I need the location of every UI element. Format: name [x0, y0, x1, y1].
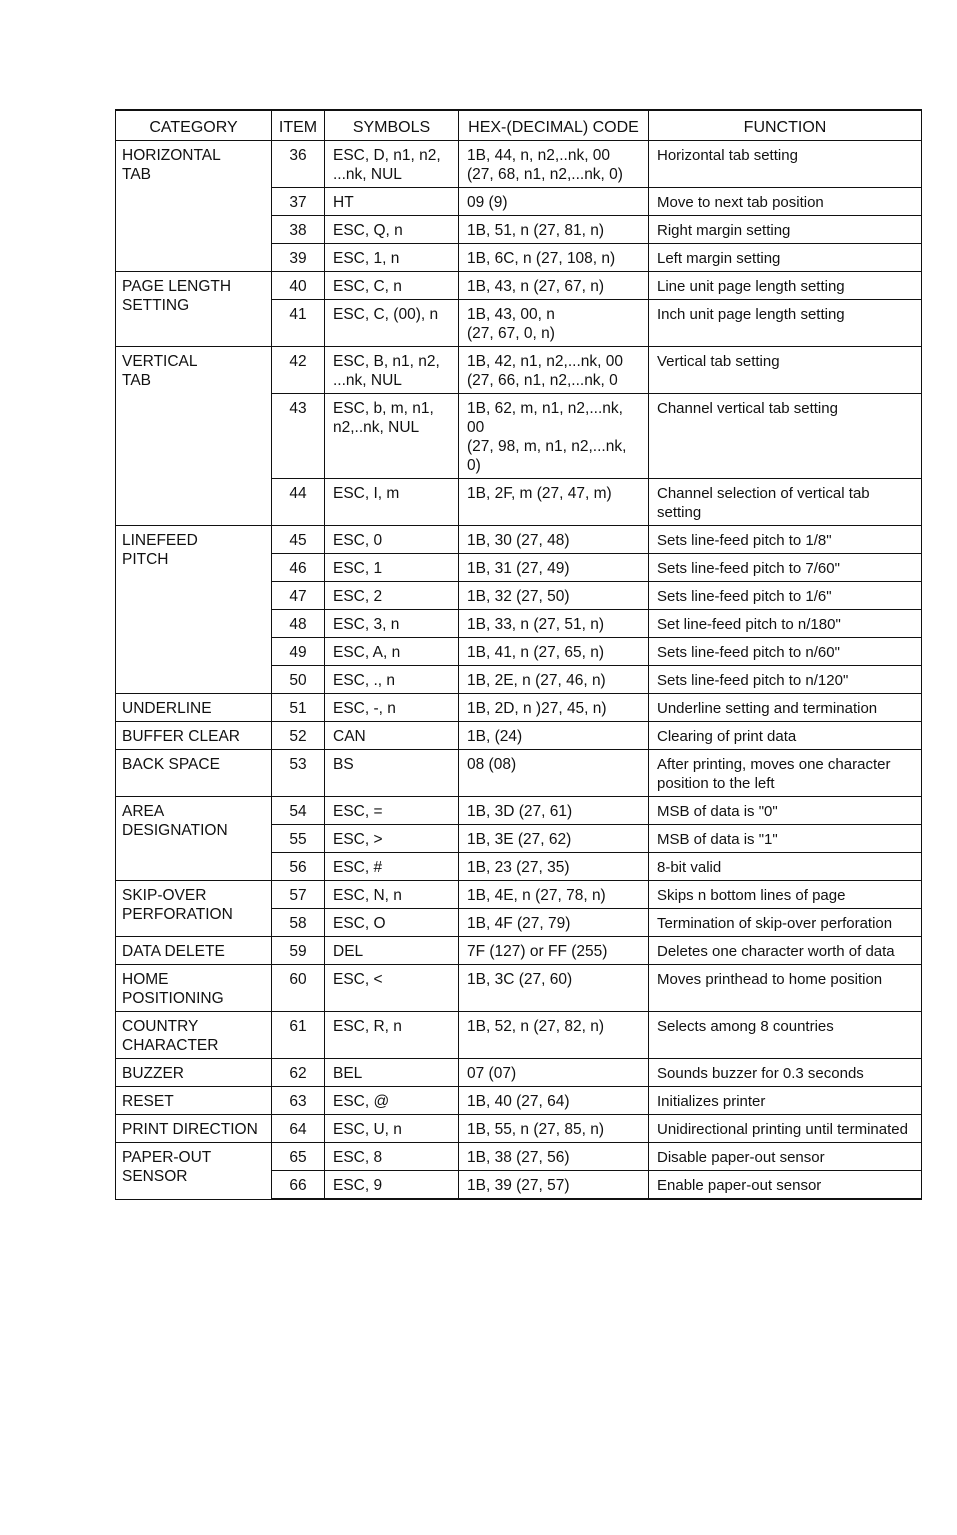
- item-number: 46: [272, 554, 325, 582]
- hex-code-cell: [459, 909, 649, 937]
- hex-code-cell: [459, 216, 649, 244]
- category-label: DESIGNATION: [122, 822, 228, 839]
- category-cell: [116, 694, 272, 722]
- table-row: [116, 1087, 922, 1115]
- function-cell: [649, 881, 922, 909]
- header-category: CATEGORY: [116, 110, 272, 141]
- symbols-cell: [325, 694, 459, 722]
- function-line: Clearing of print data: [657, 728, 797, 745]
- symbols-cell: [325, 1143, 459, 1171]
- hex-code-cell: [459, 1059, 649, 1087]
- symbols-cell: [325, 272, 459, 300]
- function-cell: [649, 909, 922, 937]
- item-number: 56: [272, 853, 325, 881]
- table-row: [116, 694, 922, 722]
- category-label: LINEFEED: [122, 532, 198, 549]
- category-label: COUNTRY: [122, 1018, 199, 1035]
- hex-code-cell: [459, 666, 649, 694]
- category-label: AREA: [122, 803, 165, 820]
- hex-code-line: 1B, 3C (27, 60): [467, 971, 573, 988]
- symbols-cell: [325, 610, 459, 638]
- function-line: Skips n bottom lines of page: [657, 887, 846, 904]
- item-number: 59: [272, 937, 325, 965]
- item-number: 42: [272, 347, 325, 394]
- function-cell: [649, 965, 922, 1012]
- item-number: 44: [272, 479, 325, 526]
- category-label: CHARACTER: [122, 1037, 219, 1054]
- hex-code-line: (27, 67, 0, n): [467, 325, 555, 342]
- function-cell: [649, 937, 922, 965]
- category-label: VERTICAL: [122, 353, 198, 370]
- hex-code-line: 1B, 30 (27, 48): [467, 532, 570, 549]
- symbols-cell: [325, 582, 459, 610]
- hex-code-cell: [459, 554, 649, 582]
- function-line: position to the left: [657, 775, 775, 792]
- function-line: Unidirectional printing until terminated: [657, 1121, 908, 1138]
- function-line: Sets line-feed pitch to 7/60": [657, 560, 840, 577]
- category-label: BUFFER CLEAR: [122, 728, 240, 745]
- hex-code-line: 1B, 40 (27, 64): [467, 1093, 570, 1110]
- function-cell: [649, 554, 922, 582]
- symbols-line: ...nk, NUL: [333, 166, 402, 183]
- item-number: 62: [272, 1059, 325, 1087]
- table-row: [116, 1115, 922, 1143]
- symbols-cell: [325, 937, 459, 965]
- hex-code-line: 1B, 6C, n (27, 108, n): [467, 250, 616, 267]
- header-item: ITEM: [272, 110, 325, 141]
- function-cell: [649, 825, 922, 853]
- category-label: SKIP-OVER: [122, 887, 207, 904]
- symbols-cell: [325, 188, 459, 216]
- item-number: 39: [272, 244, 325, 272]
- item-number: 48: [272, 610, 325, 638]
- function-cell: [649, 694, 922, 722]
- symbols-line: ESC, A, n: [333, 644, 401, 661]
- hex-code-line: 1B, 32 (27, 50): [467, 588, 570, 605]
- table-body: [116, 141, 922, 1200]
- hex-code-line: 1B, 43, 00, n: [467, 306, 555, 323]
- hex-code-cell: [459, 1087, 649, 1115]
- category-label: PITCH: [122, 551, 169, 568]
- table-row: [116, 1143, 922, 1171]
- hex-code-line: (27, 98, m, n1, n2,...nk, 0): [467, 438, 627, 474]
- category-cell: [116, 965, 272, 1012]
- hex-code-cell: [459, 244, 649, 272]
- category-cell: [116, 722, 272, 750]
- symbols-line: ESC, O: [333, 915, 386, 932]
- symbols-line: ESC, 0: [333, 532, 383, 549]
- function-cell: [649, 582, 922, 610]
- item-number: 41: [272, 300, 325, 347]
- function-line: Move to next tab position: [657, 194, 824, 211]
- hex-code-line: 1B, 4E, n (27, 78, n): [467, 887, 606, 904]
- function-cell: [649, 1012, 922, 1059]
- function-cell: [649, 244, 922, 272]
- hex-code-line: 08 (08): [467, 756, 517, 773]
- function-cell: [649, 1087, 922, 1115]
- function-cell: [649, 479, 922, 526]
- hex-code-line: 1B, 3E (27, 62): [467, 831, 572, 848]
- category-label: TAB: [122, 372, 151, 389]
- symbols-cell: [325, 666, 459, 694]
- symbols-line: BS: [333, 756, 354, 773]
- item-number: 50: [272, 666, 325, 694]
- item-number: 52: [272, 722, 325, 750]
- hex-code-cell: [459, 1115, 649, 1143]
- item-number: 57: [272, 881, 325, 909]
- hex-code-cell: [459, 582, 649, 610]
- function-line: Underline setting and termination: [657, 700, 878, 717]
- category-cell: [116, 1115, 272, 1143]
- table-row: [116, 797, 922, 825]
- header-hex-code: HEX-(DECIMAL) CODE: [459, 110, 649, 141]
- header-symbols: SYMBOLS: [325, 110, 459, 141]
- hex-code-line: 1B, 2E, n (27, 46, n): [467, 672, 606, 689]
- hex-code-line: 1B, 62, m, n1, n2,...nk, 00: [467, 400, 623, 436]
- hex-code-line: 1B, 52, n (27, 82, n): [467, 1018, 605, 1035]
- item-number: 37: [272, 188, 325, 216]
- symbols-line: ESC, 1, n: [333, 250, 400, 267]
- function-line: setting: [657, 504, 702, 521]
- symbols-line: ESC, @: [333, 1093, 390, 1110]
- symbols-cell: [325, 825, 459, 853]
- hex-code-line: 1B, 55, n (27, 85, n): [467, 1121, 605, 1138]
- category-cell: [116, 1087, 272, 1115]
- function-cell: [649, 141, 922, 188]
- hex-code-line: 1B, (24): [467, 728, 523, 745]
- category-label: BACK SPACE: [122, 756, 220, 773]
- category-cell: [116, 141, 272, 272]
- category-label: BUZZER: [122, 1065, 184, 1082]
- function-line: Moves printhead to home position: [657, 971, 883, 988]
- table-row: [116, 272, 922, 300]
- hex-code-line: 1B, 23 (27, 35): [467, 859, 570, 876]
- hex-code-line: 1B, 31 (27, 49): [467, 560, 570, 577]
- symbols-line: ESC, C, (00), n: [333, 306, 439, 323]
- symbols-line: ESC, #: [333, 859, 383, 876]
- symbols-line: ESC, U, n: [333, 1121, 402, 1138]
- hex-code-cell: [459, 1012, 649, 1059]
- symbols-line: ESC, B, n1, n2,: [333, 353, 440, 370]
- symbols-cell: [325, 347, 459, 394]
- category-label: SETTING: [122, 297, 190, 314]
- symbols-line: ESC, D, n1, n2,: [333, 147, 441, 164]
- symbols-line: DEL: [333, 943, 364, 960]
- function-line: Sets line-feed pitch to 1/8": [657, 532, 832, 549]
- hex-code-cell: [459, 881, 649, 909]
- function-line: Initializes printer: [657, 1093, 766, 1110]
- category-cell: [116, 937, 272, 965]
- category-cell: [116, 881, 272, 937]
- symbols-cell: [325, 638, 459, 666]
- symbols-cell: [325, 244, 459, 272]
- hex-code-line: 1B, 51, n (27, 81, n): [467, 222, 605, 239]
- hex-code-cell: [459, 694, 649, 722]
- hex-code-line: 1B, 39 (27, 57): [467, 1177, 570, 1194]
- symbols-line: ESC, Q, n: [333, 222, 403, 239]
- hex-code-cell: [459, 141, 649, 188]
- item-number: 49: [272, 638, 325, 666]
- category-label: HOME POSITIONING: [122, 971, 224, 1007]
- category-cell: [116, 1143, 272, 1200]
- item-number: 63: [272, 1087, 325, 1115]
- function-cell: [649, 1115, 922, 1143]
- function-line: Right margin setting: [657, 222, 791, 239]
- item-number: 45: [272, 526, 325, 554]
- item-number: 65: [272, 1143, 325, 1171]
- symbols-line: ESC, R, n: [333, 1018, 402, 1035]
- item-number: 61: [272, 1012, 325, 1059]
- hex-code-line: 09 (9): [467, 194, 508, 211]
- function-cell: [649, 722, 922, 750]
- function-cell: [649, 347, 922, 394]
- function-cell: [649, 750, 922, 797]
- category-cell: [116, 347, 272, 526]
- function-line: Sets line-feed pitch to n/60": [657, 644, 840, 661]
- control-code-table: [115, 109, 922, 1200]
- hex-code-line: (27, 68, n1, n2,...nk, 0): [467, 166, 623, 183]
- function-line: Sets line-feed pitch to 1/6": [657, 588, 832, 605]
- symbols-line: ESC, -, n: [333, 700, 396, 717]
- table-row: [116, 347, 922, 394]
- hex-code-line: 1B, 44, n, n2,..nk, 00: [467, 147, 611, 164]
- symbols-line: HT: [333, 194, 354, 211]
- category-label: DATA DELETE: [122, 943, 225, 960]
- function-cell: [649, 394, 922, 479]
- table-row: [116, 526, 922, 554]
- hex-code-cell: [459, 300, 649, 347]
- item-number: 64: [272, 1115, 325, 1143]
- symbols-cell: [325, 554, 459, 582]
- symbols-cell: [325, 526, 459, 554]
- function-cell: [649, 638, 922, 666]
- function-line: Enable paper-out sensor: [657, 1177, 822, 1194]
- table-row: [116, 722, 922, 750]
- symbols-line: ESC, N, n: [333, 887, 402, 904]
- symbols-cell: [325, 1059, 459, 1087]
- hex-code-cell: [459, 347, 649, 394]
- function-line: Channel vertical tab setting: [657, 400, 838, 417]
- symbols-cell: [325, 750, 459, 797]
- function-line: Left margin setting: [657, 250, 781, 267]
- hex-code-line: 1B, 38 (27, 56): [467, 1149, 570, 1166]
- table-row: [116, 1059, 922, 1087]
- symbols-cell: [325, 881, 459, 909]
- symbols-cell: [325, 394, 459, 479]
- function-cell: [649, 666, 922, 694]
- function-line: Vertical tab setting: [657, 353, 780, 370]
- table-row: [116, 937, 922, 965]
- item-number: 66: [272, 1171, 325, 1200]
- item-number: 36: [272, 141, 325, 188]
- function-line: Inch unit page length setting: [657, 306, 845, 323]
- category-label: SENSOR: [122, 1168, 188, 1185]
- category-cell: [116, 797, 272, 881]
- table-row: [116, 141, 922, 188]
- function-cell: [649, 610, 922, 638]
- category-label: HORIZONTAL: [122, 147, 221, 164]
- symbols-line: ESC, =: [333, 803, 383, 820]
- symbols-line: ESC, 2: [333, 588, 383, 605]
- symbols-line: ESC, 3, n: [333, 616, 400, 633]
- hex-code-line: 1B, 4F (27, 79): [467, 915, 571, 932]
- symbols-cell: [325, 1087, 459, 1115]
- category-label: PAGE LENGTH: [122, 278, 232, 295]
- item-number: 38: [272, 216, 325, 244]
- hex-code-cell: [459, 272, 649, 300]
- hex-code-cell: [459, 610, 649, 638]
- table-row: [116, 965, 922, 1012]
- hex-code-cell: [459, 1143, 649, 1171]
- function-cell: [649, 797, 922, 825]
- symbols-line: ...nk, NUL: [333, 372, 402, 389]
- hex-code-cell: [459, 965, 649, 1012]
- hex-code-line: 1B, 2D, n )27, 45, n): [467, 700, 607, 717]
- hex-code-cell: [459, 853, 649, 881]
- function-cell: [649, 526, 922, 554]
- hex-code-line: 1B, 3D (27, 61): [467, 803, 573, 820]
- hex-code-cell: [459, 526, 649, 554]
- header-function: FUNCTION: [649, 110, 922, 141]
- category-label: PAPER-OUT: [122, 1149, 212, 1166]
- function-line: Set line-feed pitch to n/180": [657, 616, 841, 633]
- symbols-cell: [325, 479, 459, 526]
- symbols-line: ESC, b, m, n1,: [333, 400, 434, 417]
- hex-code-cell: [459, 937, 649, 965]
- function-cell: [649, 1143, 922, 1171]
- symbols-line: ESC, 8: [333, 1149, 383, 1166]
- item-number: 40: [272, 272, 325, 300]
- function-line: After printing, moves one character: [657, 756, 891, 773]
- symbols-line: ESC, 9: [333, 1177, 383, 1194]
- item-number: 43: [272, 394, 325, 479]
- symbols-line: ESC, 1: [333, 560, 383, 577]
- function-line: MSB of data is "0": [657, 803, 778, 820]
- symbols-line: BEL: [333, 1065, 363, 1082]
- symbols-line: ESC, <: [333, 971, 383, 988]
- hex-code-cell: [459, 638, 649, 666]
- hex-code-cell: [459, 750, 649, 797]
- function-line: Selects among 8 countries: [657, 1018, 834, 1035]
- hex-code-cell: [459, 797, 649, 825]
- document-page: [115, 109, 921, 1194]
- hex-code-cell: [459, 1171, 649, 1200]
- item-number: 55: [272, 825, 325, 853]
- symbols-line: n2,..nk, NUL: [333, 419, 420, 436]
- item-number: 47: [272, 582, 325, 610]
- hex-code-line: 1B, 43, n (27, 67, n): [467, 278, 605, 295]
- function-cell: [649, 300, 922, 347]
- function-cell: [649, 272, 922, 300]
- category-label: PRINT DIRECTION: [122, 1121, 258, 1138]
- symbols-line: ESC, >: [333, 831, 383, 848]
- symbols-cell: [325, 216, 459, 244]
- hex-code-line: (27, 66, n1, n2,...nk, 0: [467, 372, 618, 389]
- symbols-cell: [325, 797, 459, 825]
- symbols-line: CAN: [333, 728, 366, 745]
- category-cell: [116, 1012, 272, 1059]
- hex-code-cell: [459, 188, 649, 216]
- hex-code-line: 07 (07): [467, 1065, 517, 1082]
- hex-code-line: 1B, 33, n (27, 51, n): [467, 616, 605, 633]
- item-number: 58: [272, 909, 325, 937]
- symbols-cell: [325, 300, 459, 347]
- item-number: 60: [272, 965, 325, 1012]
- function-line: Sets line-feed pitch to n/120": [657, 672, 849, 689]
- function-line: MSB of data is "1": [657, 831, 778, 848]
- item-number: 54: [272, 797, 325, 825]
- table-header-row: [116, 110, 922, 141]
- table-row: [116, 881, 922, 909]
- hex-code-cell: [459, 394, 649, 479]
- function-cell: [649, 853, 922, 881]
- function-line: Disable paper-out sensor: [657, 1149, 825, 1166]
- function-cell: [649, 1059, 922, 1087]
- function-line: Termination of skip-over perforation: [657, 915, 893, 932]
- hex-code-line: 1B, 2F, m (27, 47, m): [467, 485, 612, 502]
- symbols-cell: [325, 853, 459, 881]
- table-row: [116, 1012, 922, 1059]
- function-line: Horizontal tab setting: [657, 147, 798, 164]
- function-line: Sounds buzzer for 0.3 seconds: [657, 1065, 864, 1082]
- symbols-cell: [325, 965, 459, 1012]
- hex-code-cell: [459, 479, 649, 526]
- category-label: UNDERLINE: [122, 700, 212, 717]
- function-line: Line unit page length setting: [657, 278, 845, 295]
- function-cell: [649, 216, 922, 244]
- category-label: PERFORATION: [122, 906, 233, 923]
- category-cell: [116, 750, 272, 797]
- item-number: 51: [272, 694, 325, 722]
- function-cell: [649, 188, 922, 216]
- function-cell: [649, 1171, 922, 1200]
- table-row: [116, 750, 922, 797]
- hex-code-line: 1B, 42, n1, n2,...nk, 00: [467, 353, 623, 370]
- symbols-cell: [325, 1171, 459, 1200]
- symbols-cell: [325, 1012, 459, 1059]
- symbols-cell: [325, 722, 459, 750]
- category-label: RESET: [122, 1093, 174, 1110]
- symbols-line: ESC, I, m: [333, 485, 400, 502]
- symbols-line: ESC, ., n: [333, 672, 396, 689]
- function-line: 8-bit valid: [657, 859, 722, 876]
- category-label: TAB: [122, 166, 151, 183]
- hex-code-cell: [459, 722, 649, 750]
- category-cell: [116, 526, 272, 694]
- hex-code-cell: [459, 825, 649, 853]
- symbols-cell: [325, 909, 459, 937]
- function-line: Deletes one character worth of data: [657, 943, 895, 960]
- symbols-cell: [325, 141, 459, 188]
- item-number: 53: [272, 750, 325, 797]
- symbols-line: ESC, C, n: [333, 278, 402, 295]
- symbols-cell: [325, 1115, 459, 1143]
- hex-code-line: 7F (127) or FF (255): [467, 943, 608, 960]
- function-line: Channel selection of vertical tab: [657, 485, 870, 502]
- category-cell: [116, 1059, 272, 1087]
- category-cell: [116, 272, 272, 347]
- hex-code-line: 1B, 41, n (27, 65, n): [467, 644, 605, 661]
